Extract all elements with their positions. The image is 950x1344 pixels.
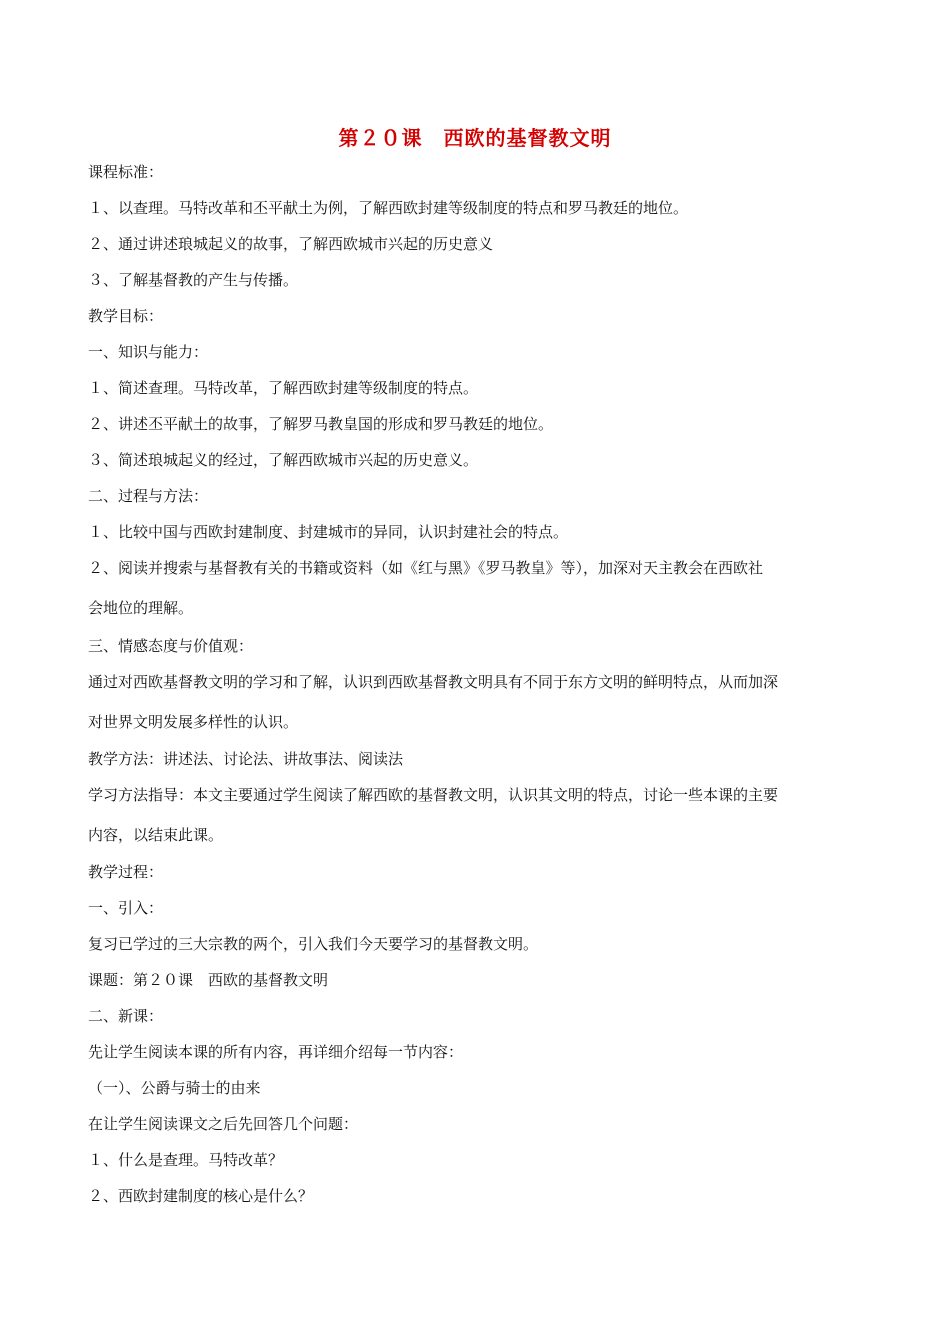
text-line: 在让学生阅读课文之后先回答几个问题： [88, 1115, 359, 1133]
text-line: 一、引入： [88, 899, 164, 917]
text-line-course-standard: 课程标准： [88, 163, 164, 181]
text-line-study-guidance: 学习方法指导：本文主要通过学生阅读了解西欧的基督教文明，认识其文明的特点，讨论一些本课的主要 [88, 786, 779, 804]
text-line: 一、知识与能力： [88, 343, 209, 361]
text-line: 内容，以结束此课。 [88, 826, 224, 844]
text-line: 会地位的理解。 [88, 599, 194, 617]
text-line: 通过对西欧基督教文明的学习和了解，认识到西欧基督教文明具有不同于东方文明的鲜明特点，从而加深 [88, 673, 779, 691]
text-line-teaching-method: 教学方法：讲述法、讨论法、讲故事法、阅读法 [88, 750, 404, 768]
text-line: 二、新课： [88, 1007, 164, 1025]
text-line-topic: 课题：第２０课 西欧的基督教文明 [88, 971, 329, 989]
text-line: 对世界文明发展多样性的认识。 [88, 713, 299, 731]
text-line: ２、通过讲述琅城起义的故事，了解西欧城市兴起的历史意义 [88, 235, 494, 253]
text-line: ２、阅读并搜索与基督教有关的书籍或资料（如《红与黑》《罗马教皇》等），加深对天主教会在西欧社 [88, 559, 764, 577]
text-line: １、什么是查理。马特改革？ [88, 1151, 284, 1169]
text-line-teaching-process: 教学过程： [88, 863, 164, 881]
text-line: 先让学生阅读本课的所有内容，再详细介绍每一节内容： [88, 1043, 464, 1061]
lesson-title: 第２０课 西欧的基督教文明 [338, 126, 612, 150]
text-line: １、简述查理。马特改革，了解西欧封建等级制度的特点。 [88, 379, 479, 397]
text-line: 二、过程与方法： [88, 487, 209, 505]
text-line: ２、西欧封建制度的核心是什么？ [88, 1187, 314, 1205]
text-line: （一）、公爵与骑士的由来 [88, 1079, 261, 1097]
text-line: １、比较中国与西欧封建制度、封建城市的异同，认识封建社会的特点。 [88, 523, 569, 541]
text-line: ３、简述琅城起义的经过，了解西欧城市兴起的历史意义。 [88, 451, 479, 469]
text-line: 三、情感态度与价值观： [88, 637, 254, 655]
text-line-teaching-goals: 教学目标： [88, 307, 164, 325]
text-line: ３、了解基督教的产生与传播。 [88, 271, 299, 289]
text-line: ２、讲述丕平献土的故事，了解罗马教皇国的形成和罗马教廷的地位。 [88, 415, 554, 433]
text-line: １、以查理。马特改革和丕平献土为例，了解西欧封建等级制度的特点和罗马教廷的地位。 [88, 199, 689, 217]
text-line: 复习已学过的三大宗教的两个，引入我们今天要学习的基督教文明。 [88, 935, 539, 953]
